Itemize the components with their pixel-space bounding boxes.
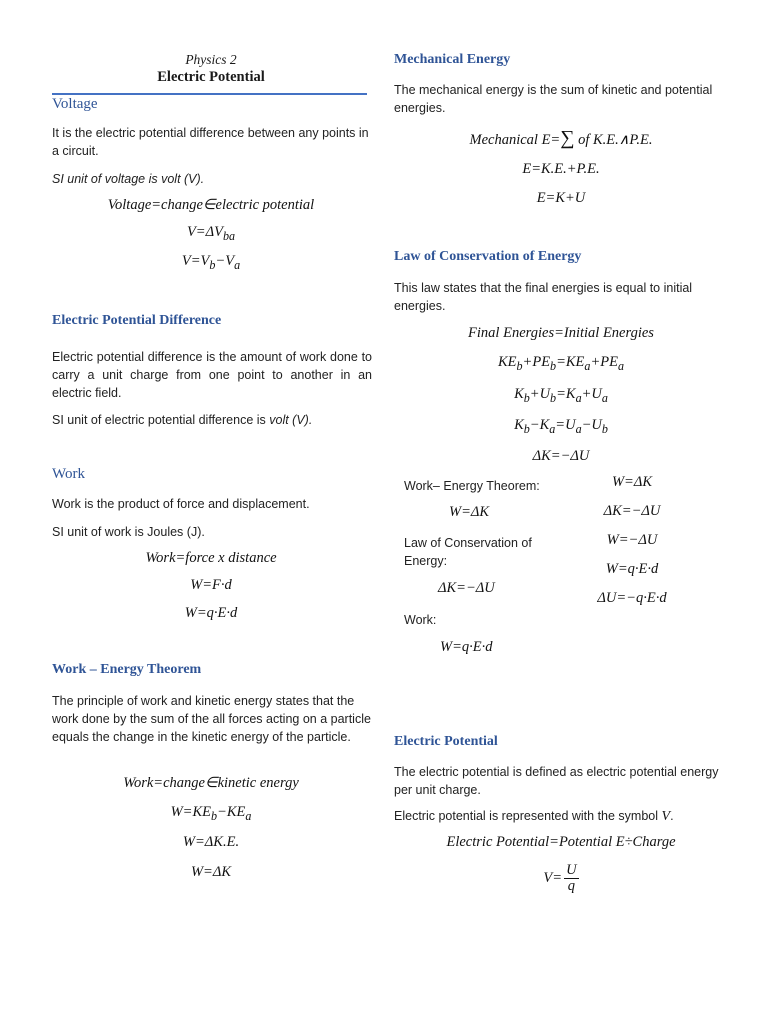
conservation-equation-5: ΔK=−ΔU xyxy=(532,448,590,464)
electric-potential-equation-2: V= $\frac{U}{q}$ xyxy=(543,862,577,894)
course-name: Physics 2 xyxy=(185,52,237,67)
voltage-equation-2: $V=\Delta V_{ba}$ xyxy=(186,224,236,243)
work-definition: Work is the product of force and displacement. xyxy=(52,497,310,511)
voltage-equation-1: Voltage=change∈electric potential xyxy=(107,197,315,213)
conservation-equation-4: $K_b-K_a=U_a-U_b$ xyxy=(514,417,608,436)
conservation-equation-1: Final Energies=Initial Energies xyxy=(468,325,654,341)
work-energy-definition: The principle of work and kinetic energy states that the work done by the sum of the all forces acting on a particle equals the change in the kinetic energy of the particle. xyxy=(52,694,371,744)
title-rule xyxy=(52,93,367,95)
summary-right-equation-3: W=−ΔU xyxy=(606,532,658,548)
summary-work-energy-label: Work– Energy Theorem: xyxy=(404,479,540,493)
electric-potential-symbol-line: Electric potential is represented with the symbol V. xyxy=(394,809,674,824)
work-heading: Work xyxy=(52,466,85,482)
summary-right-equation-2: ΔK=−ΔU xyxy=(603,503,661,519)
mechanical-equation-1: Mechanical E=∑ of K.E.∧P.E. xyxy=(469,127,653,149)
summary-conservation-equation: ΔK=−ΔU xyxy=(438,580,495,596)
conservation-heading: Law of Conservation of Energy xyxy=(394,249,582,264)
page-title: Electric Potential xyxy=(157,69,265,85)
voltage-heading: Voltage xyxy=(52,96,98,112)
fraction: $\frac{U}{q}$ xyxy=(566,862,577,894)
summary-right-equation-5: ΔU=−q·E·d xyxy=(597,590,667,606)
mechanical-equation-2: E=K.E.+P.E. xyxy=(522,161,600,177)
conservation-equation-2: $KE_b+PE_b=KE_a+PE_a$ xyxy=(497,354,625,373)
summary-right-equation-4: W=q·E·d xyxy=(605,561,659,577)
summary-work-label: Work: xyxy=(404,613,437,627)
summary-conservation-label: Law of Conservation of Energy: xyxy=(404,536,532,568)
mechanical-energy-heading: Mechanical Energy xyxy=(394,52,511,67)
summary-work-energy-equation: W=ΔK xyxy=(449,504,490,520)
electric-potential-heading: Electric Potential xyxy=(394,734,498,749)
work-equation-1: Work=force x distance xyxy=(145,550,277,566)
work-si-unit: SI unit of work is Joules (J). xyxy=(52,525,205,539)
voltage-equation-3: $V=V_b-V_a$ xyxy=(181,253,241,272)
work-equation-3: W=q·E·d xyxy=(184,605,238,621)
mechanical-energy-definition: The mechanical energy is the sum of kinetic and potential energies. xyxy=(394,83,713,115)
electric-potential-definition: The electric potential is defined as electric potential energy per unit charge. xyxy=(394,765,719,797)
epd-si-unit: SI unit of electric potential difference is volt (V). xyxy=(52,413,313,427)
epd-heading: Electric Potential Difference xyxy=(52,313,222,328)
work-energy-equation-1: Work=change∈kinetic energy xyxy=(123,775,299,791)
electric-potential-equation-1: Electric Potential=Potential E÷Charge xyxy=(446,834,676,850)
work-energy-equation-3: W=ΔK.E. xyxy=(182,834,240,850)
voltage-definition: It is the electric potential difference between any points in a circuit. xyxy=(52,126,369,158)
conservation-definition: This law states that the final energies is equal to initial energies. xyxy=(394,281,693,313)
summary-right-equation-1: W=ΔK xyxy=(611,474,653,490)
epd-definition: Electric potential difference is the amount of work done to carry a unit charge from one point to another in an electric field. xyxy=(52,350,372,400)
work-energy-equation-4: W=ΔK xyxy=(190,864,232,880)
summary-work-equation: W=q·E·d xyxy=(440,639,493,655)
work-energy-heading: Work – Energy Theorem xyxy=(52,662,202,677)
work-equation-2: W=F·d xyxy=(190,577,232,593)
conservation-equation-3: $K_b+U_b=K_a+U_a$ xyxy=(514,386,608,405)
voltage-si-unit: SI unit of voltage is volt (V). xyxy=(52,172,205,186)
mechanical-equation-3: E=K+U xyxy=(536,190,586,206)
work-energy-equation-2: $W=KE_b-KE_a$ xyxy=(170,804,252,823)
